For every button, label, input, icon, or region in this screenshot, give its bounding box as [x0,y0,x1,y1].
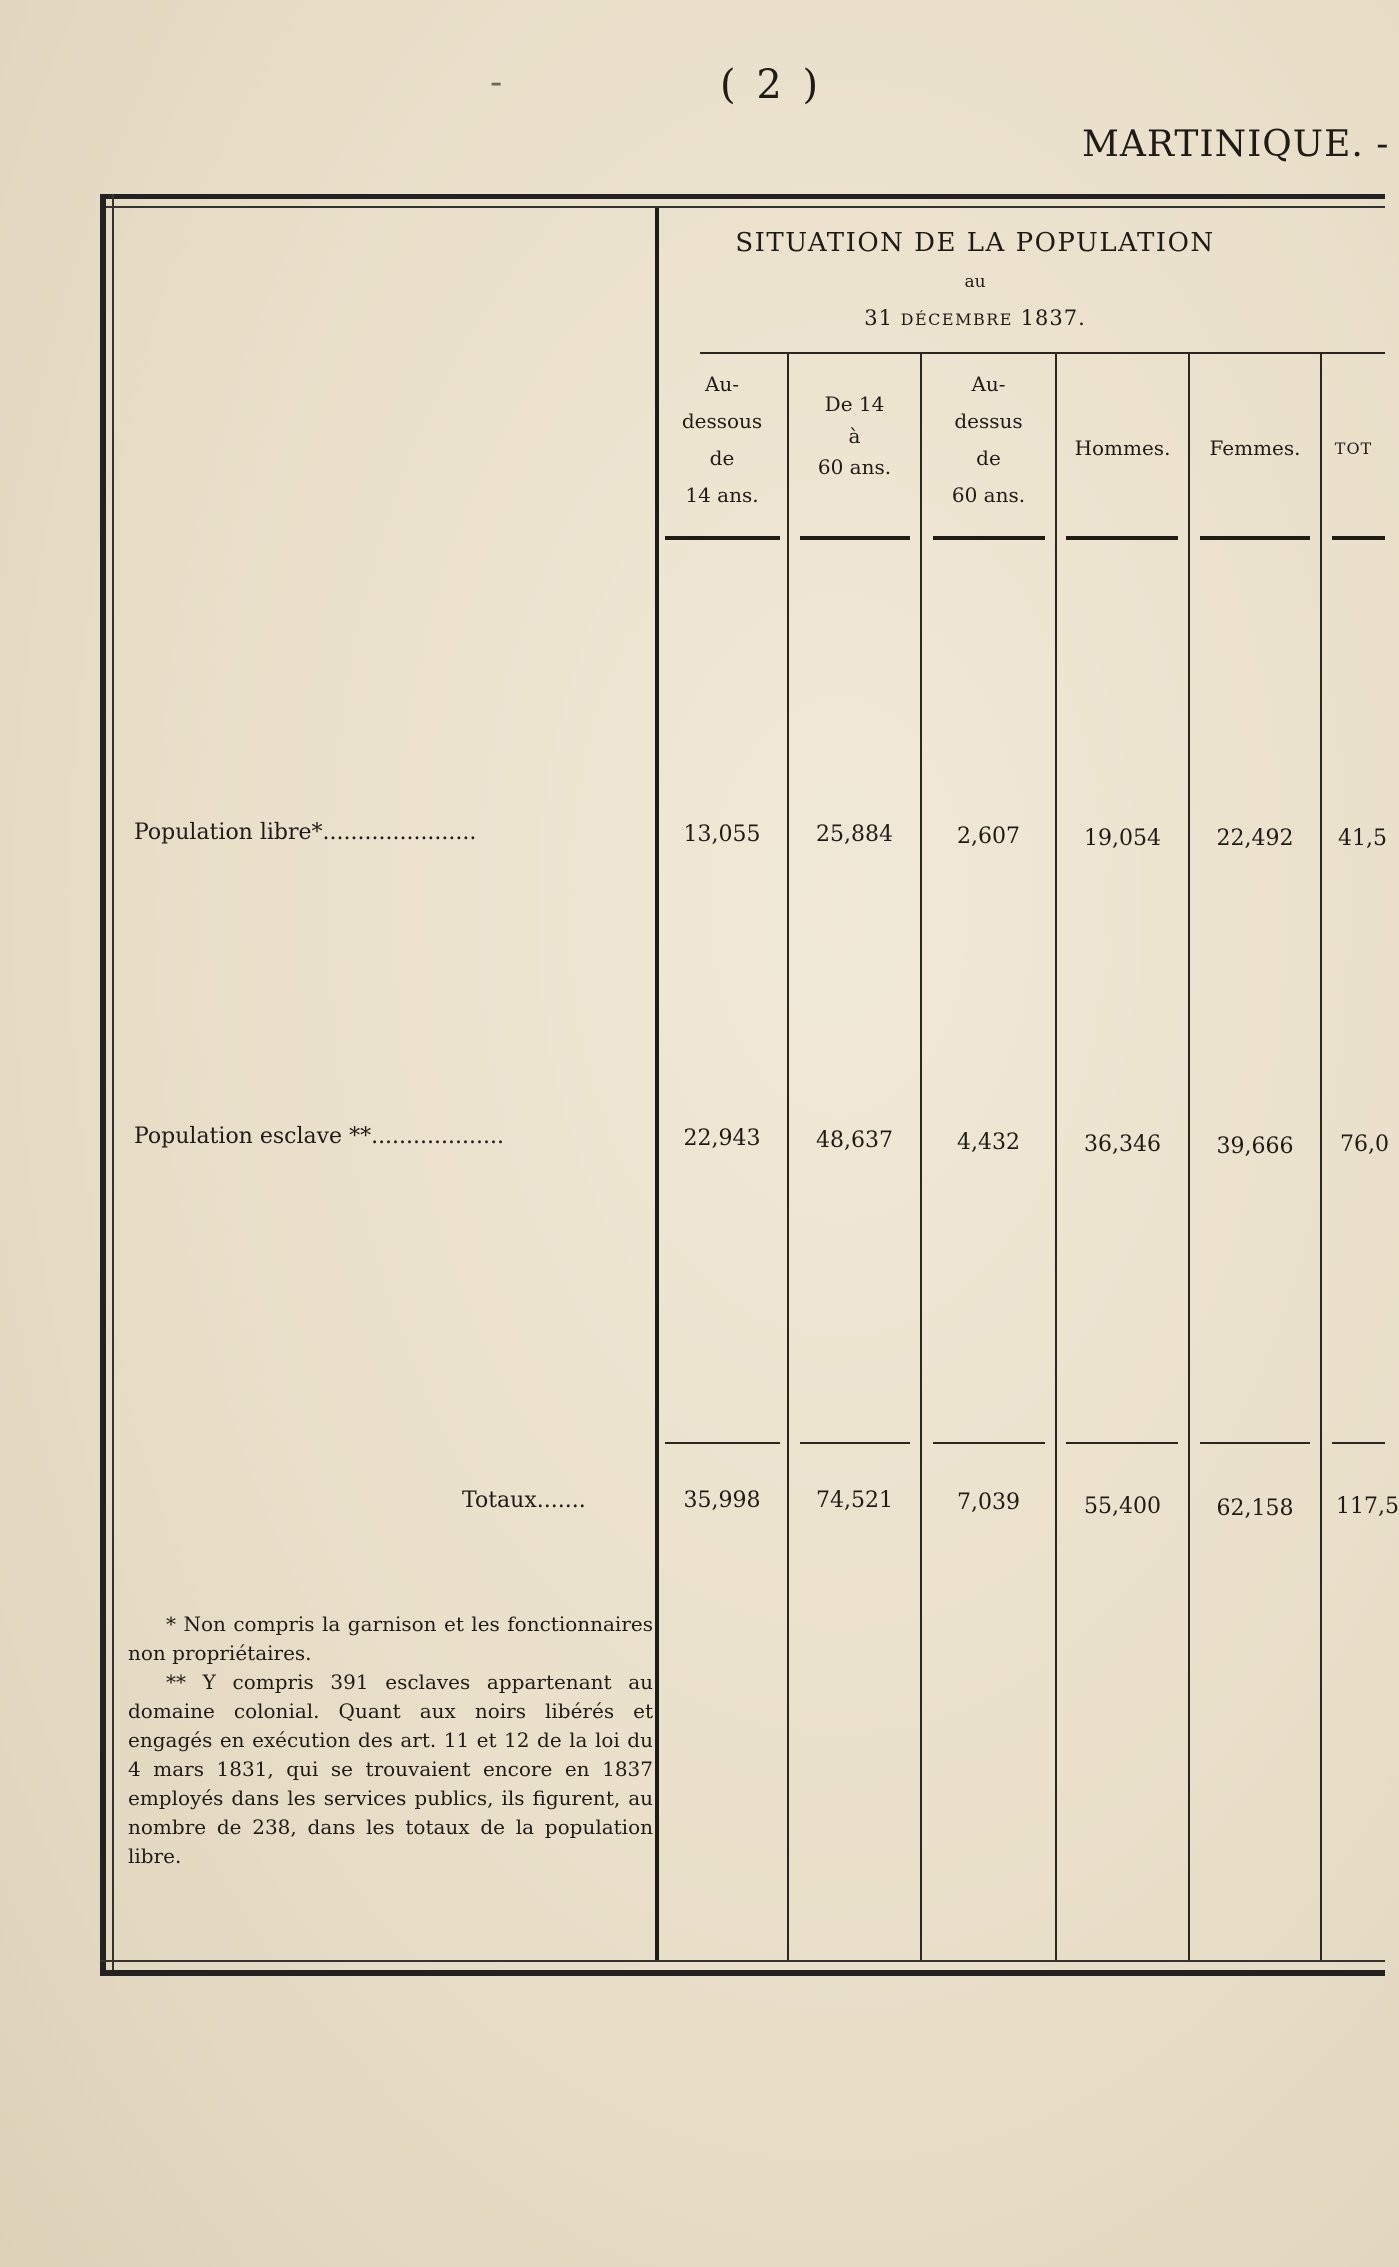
column-divider-1 [787,352,789,1960]
row-label-population-libre: Population libre*...................... [134,820,477,845]
column-header-total: TOT [1334,439,1373,458]
cell-esclave-14-60: 48,637 [816,1128,893,1153]
row-label-population-esclave: Population esclave **................... [134,1124,504,1149]
date-month: DÉCEMBRE [900,310,1013,329]
header-rule-col5 [1200,536,1310,540]
totals-rule-col3 [933,1442,1045,1444]
cell-esclave-hommes: 36,346 [1084,1132,1161,1157]
header-subrule [700,352,1385,354]
header-rule-col1 [665,536,780,540]
totals-rule-col4 [1066,1442,1178,1444]
footnote-1: * Non compris la garnison et les fonctionnaires non propriétaires. [128,1612,653,1665]
column-divider-5 [1320,352,1322,1960]
header-rule-col4 [1066,536,1178,540]
table-frame-bottom [100,1960,1385,1976]
cell-libre-over-60: 2,607 [957,824,1020,849]
running-title: MARTINIQUE. - [1082,124,1390,165]
cell-libre-under-14: 13,055 [683,822,761,847]
column-header-femmes: Femmes. [1209,436,1301,460]
section-date [655,306,1295,330]
row-label-totaux: Totaux....... [462,1488,586,1513]
date-day: 31 [864,306,893,330]
totals-rule-col6 [1332,1442,1385,1444]
cell-totaux-under-14: 35,998 [683,1488,761,1513]
column-header-over-60: Au- dessus de 60 ans. [951,372,1026,507]
header-rule-col6 [1332,536,1385,540]
footnotes [128,1610,653,1871]
cell-esclave-total: 76,0 [1340,1132,1389,1157]
cell-esclave-under-14: 22,943 [683,1126,761,1151]
column-divider-2 [920,352,922,1960]
totals-rule-col2 [800,1442,910,1444]
column-header-under-14: Au- dessous de 14 ans. [681,372,763,507]
date-year: 1837. [1020,306,1086,330]
section-title: SITUATION DE LA POPULATION [735,228,1215,258]
header-dash: - [490,62,503,103]
page-number: ( 2 ) [720,62,823,108]
cell-totaux-femmes: 62,158 [1216,1496,1294,1521]
cell-libre-hommes: 19,054 [1084,826,1161,851]
totals-rule-col1 [665,1442,780,1444]
cell-totaux-14-60: 74,521 [816,1488,893,1513]
table-frame-top [100,194,1385,208]
cell-totaux-hommes: 55,400 [1084,1494,1161,1519]
table-frame-left [100,194,114,1974]
cell-esclave-femmes: 39,666 [1216,1134,1294,1159]
cell-libre-14-60: 25,884 [816,822,893,847]
cell-esclave-over-60: 4,432 [957,1130,1020,1155]
cell-totaux-over-60: 7,039 [957,1490,1020,1515]
column-header-hommes: Hommes. [1074,436,1171,460]
cell-libre-total: 41,5 [1338,826,1387,851]
section-subtitle: au [964,272,986,292]
footnote-2: ** Y compris 391 esclaves appartenant au domaine colonial. Quant aux noirs libérés et engagés en exécution des art. 11 et 12 de la loi du 4 mars 1831, qui se trouvaient encore en 1837 employés dans les services publics, ils figurent, au nombre de 238, dans les totaux de la population libre. [128,1670,653,1868]
cell-totaux-total: 117,5 [1336,1494,1399,1519]
column-header-14-to-60: De 14 à 60 ans. [817,392,892,479]
cell-libre-femmes: 22,492 [1216,826,1294,851]
totals-rule-col5 [1200,1442,1310,1444]
header-rule-col3 [933,536,1045,540]
header-rule-col2 [800,536,910,540]
